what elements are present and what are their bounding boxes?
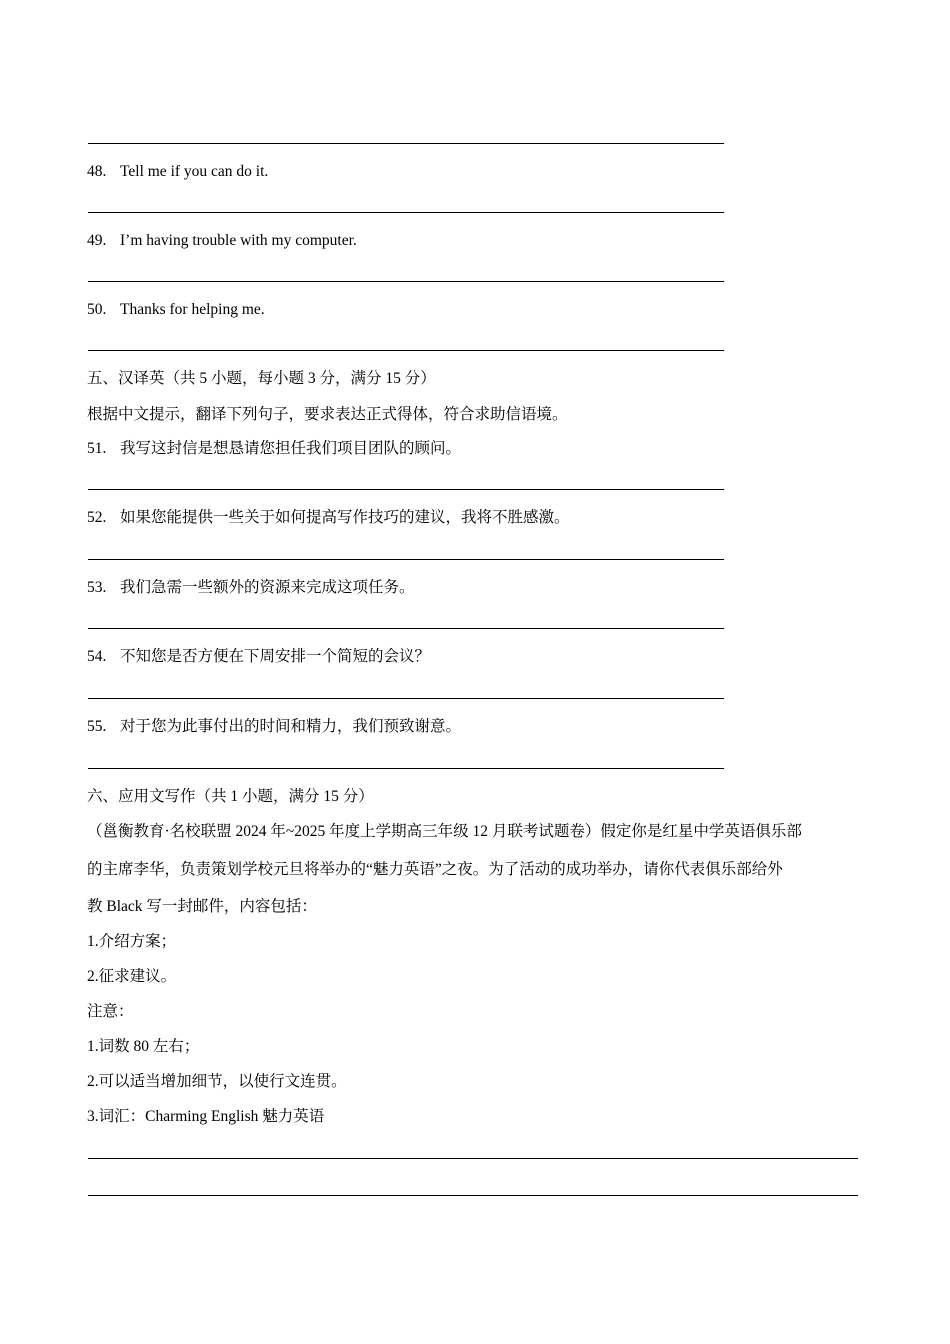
question-51 <box>87 439 461 459</box>
notes-label: 注意： <box>87 1003 134 1020</box>
question-text: 如果您能提供一些关于如何提高写作技巧的建议，我将不胜感激。 <box>120 509 570 526</box>
question-text: 我们急需一些额外的资源来完成这项任务。 <box>120 579 415 596</box>
note-item: 3.词汇：Charming English 魅力英语 <box>87 1108 325 1125</box>
content-point: 1.介绍方案； <box>87 933 177 950</box>
question-55 <box>87 717 461 737</box>
writing-prompt-line: 的主席李华，负责策划学校元旦将举办的“魅力英语”之夜。为了活动的成功举办，请你代表俱乐部给外 <box>87 861 783 878</box>
question-text: Tell me if you can do it. <box>120 163 269 180</box>
question-text: 对于您为此事付出的时间和精力，我们预致谢意。 <box>120 718 462 735</box>
note-item: 2.可以适当增加细节，以使行文连贯。 <box>87 1073 347 1090</box>
question-number: 54. <box>87 648 107 665</box>
answer-line[interactable] <box>88 768 724 769</box>
writing-prompt-line: 教 Black 写一封邮件，内容包括： <box>87 898 317 915</box>
question-52 <box>87 508 570 528</box>
question-53 <box>87 578 415 598</box>
question-number: 51. <box>87 440 107 457</box>
question-number: 49. <box>87 232 107 249</box>
answer-line[interactable] <box>88 281 724 282</box>
answer-line[interactable] <box>88 628 724 629</box>
question-text: 不知您是否方便在下周安排一个简短的会议？ <box>120 648 431 665</box>
question-number: 50. <box>87 301 107 318</box>
writing-prompt-line: （邕衡教育·名校联盟 2024 年~2025 年度上学期高三年级 12 月联考试题卷）假定你是红星中学英语俱乐部 <box>87 823 802 840</box>
answer-line[interactable] <box>88 698 724 699</box>
writing-line[interactable] <box>88 1158 858 1159</box>
section-5-instruction: 根据中文提示，翻译下列句子，要求表达正式得体，符合求助信语境。 <box>87 406 568 423</box>
answer-line[interactable] <box>88 212 724 213</box>
question-49 <box>87 231 357 251</box>
question-54 <box>87 647 430 667</box>
question-number: 52. <box>87 509 107 526</box>
question-48 <box>87 162 268 182</box>
answer-line[interactable] <box>88 559 724 560</box>
note-item: 1.词数 80 左右； <box>87 1038 200 1055</box>
answer-line[interactable] <box>88 143 724 144</box>
question-number: 53. <box>87 579 107 596</box>
writing-line[interactable] <box>88 1195 858 1196</box>
content-point: 2.征求建议。 <box>87 968 177 985</box>
section-6-heading: 六、应用文写作（共 1 小题，满分 15 分） <box>87 788 374 805</box>
question-text: Thanks for helping me. <box>120 301 265 318</box>
question-50 <box>87 300 265 320</box>
question-number: 55. <box>87 718 107 735</box>
question-text: 我写这封信是想恳请您担任我们项目团队的顾问。 <box>120 440 462 457</box>
answer-line[interactable] <box>88 350 724 351</box>
question-number: 48. <box>87 163 107 180</box>
question-text: I’m having trouble with my computer. <box>120 232 357 249</box>
answer-line[interactable] <box>88 489 724 490</box>
section-5-heading: 五、汉译英（共 5 小题，每小题 3 分，满分 15 分） <box>87 370 436 387</box>
